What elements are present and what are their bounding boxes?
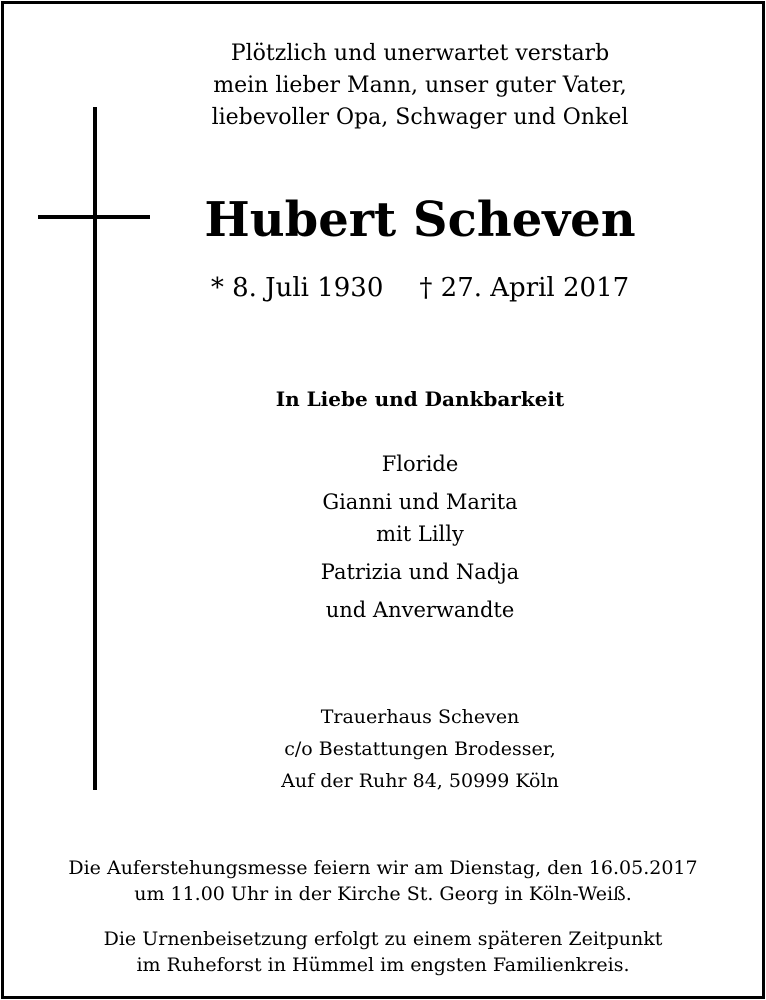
deceased-name: Hubert Scheven xyxy=(204,192,636,248)
birth-date: * 8. Juli 1930 xyxy=(210,273,384,303)
dedication-heading: In Liebe und Dankbarkeit xyxy=(275,387,565,411)
notice-line: um 11.00 Uhr in der Kirche St. Georg in Köln-Weiß. xyxy=(134,883,632,905)
intro-line: Plötzlich und unerwartet verstarb xyxy=(230,41,610,66)
service-notice xyxy=(4,855,762,907)
cross-vertical-bar xyxy=(93,107,97,790)
mourner-name: mit Lilly xyxy=(376,522,464,546)
address-line: c/o Bestattungen Brodesser, xyxy=(284,738,556,760)
life-dates xyxy=(150,270,690,306)
mourner-name: Patrizia und Nadja xyxy=(320,560,520,584)
cross-horizontal-bar xyxy=(38,215,150,219)
mourner-name: Gianni und Marita xyxy=(322,490,518,514)
notice-line: Die Auferstehungsmesse feiern wir am Dienstag, den 16.05.2017 xyxy=(68,857,698,879)
intro-line: mein lieber Mann, unser guter Vater, xyxy=(213,73,627,98)
notice-line: im Ruheforst in Hümmel im engsten Familienkreis. xyxy=(136,954,630,976)
mourner-name: Floride xyxy=(381,452,459,476)
mourners-list xyxy=(150,448,690,626)
mourner-name: und Anverwandte xyxy=(325,598,515,622)
burial-notice xyxy=(4,926,762,978)
address-line: Auf der Ruhr 84, 50999 Köln xyxy=(281,770,559,792)
intro-line: liebevoller Opa, Schwager und Onkel xyxy=(211,105,629,130)
intro-text xyxy=(150,38,690,134)
death-date: † 27. April 2017 xyxy=(419,273,630,303)
notice-line: Die Urnenbeisetzung erfolgt zu einem späteren Zeitpunkt xyxy=(103,928,663,950)
address-line: Trauerhaus Scheven xyxy=(320,706,520,728)
mourning-address xyxy=(150,701,690,797)
